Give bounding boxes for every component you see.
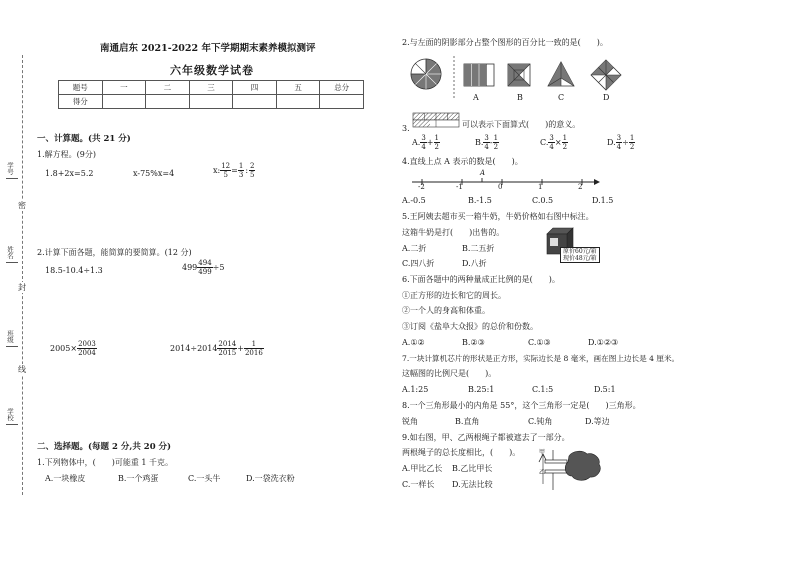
operator: × [554, 137, 562, 147]
numerator: 3 [616, 134, 622, 142]
numerator: 3 [484, 134, 489, 142]
choice1-question: 1.下列物体中，( )可能重 1 千克。 [37, 458, 174, 467]
exam-subtitle: 六年级数学试卷 [170, 64, 254, 77]
denominator: 4 [549, 143, 554, 151]
score-table [58, 80, 364, 109]
q2-expression-d [170, 340, 264, 357]
section2-title: 二、选择题。(每题 2 分,共 20 分) [37, 442, 172, 452]
section1-title: 一、计算题。(共 21 分) [37, 134, 131, 144]
q9-option-b[interactable]: B.乙比甲长 [452, 464, 493, 473]
operator: - [489, 137, 493, 147]
score-blank[interactable] [233, 95, 277, 109]
fraction [217, 340, 237, 357]
ratio-colon: : [245, 165, 249, 175]
q2b-tail: ÷5 [212, 262, 225, 272]
choice1-option-b[interactable]: B.一个鸡蛋 [118, 474, 159, 483]
numerator: 3 [421, 134, 426, 142]
operator: ÷ [622, 137, 629, 147]
q7-question-line2: 这幅图的比例尺是( )。 [402, 369, 497, 378]
margin-label-name: 姓名 [6, 246, 14, 259]
option-letter: D. [607, 137, 616, 147]
q7-option-d[interactable]: D.5:1 [594, 385, 616, 394]
figure-label-c: C [558, 93, 565, 102]
rope-label-yi: 乙 [539, 469, 546, 476]
q4-option-b[interactable]: B.-1.5 [468, 196, 492, 205]
numerator: 2 [250, 162, 255, 170]
q5-question-line1: 5.王阿姨去超市买一箱牛奶，牛奶价格如右图中标注。 [402, 212, 594, 221]
q1-equation-c [213, 162, 255, 179]
fraction [197, 259, 212, 276]
q2-expression-c [50, 340, 97, 357]
score-table-header-row [59, 81, 364, 95]
q6-question: 6.下面各题中的两种量成正比例的是( )。 [402, 275, 560, 284]
q8-option-d[interactable]: D.等边 [585, 417, 610, 426]
denominator: 2 [434, 143, 439, 151]
denominator: 4 [616, 143, 622, 151]
figure-b [508, 64, 530, 86]
margin-rule [6, 178, 18, 179]
score-cell: 题号 [59, 81, 103, 95]
denominator: 3 [238, 171, 244, 179]
q7-option-c[interactable]: C.1:5 [532, 385, 554, 394]
margin-label-student-number: 学号 [6, 162, 14, 175]
q5-question-line2: 这箱牛奶是打( )出售的。 [402, 228, 505, 237]
score-cell: 一 [102, 81, 146, 95]
denominator: 5 [223, 171, 228, 179]
fraction [249, 162, 255, 179]
rope-label-jia: 甲 [539, 449, 546, 456]
denominator: 4 [484, 143, 489, 151]
q3-question: 可以表示下面算式( )的意义。 [462, 120, 581, 129]
figure-c [548, 62, 574, 86]
numerator: 494 [198, 259, 212, 267]
score-blank[interactable] [320, 95, 364, 109]
denominator: 2004 [78, 349, 96, 357]
score-cell: 总分 [320, 81, 364, 95]
q3-number: 3. [402, 124, 410, 133]
q4-option-a[interactable]: A.-0.5 [402, 196, 426, 205]
margin-rule [6, 424, 18, 425]
q1c-equals: = [231, 165, 238, 175]
q6-option-b[interactable]: B.②③ [462, 338, 485, 347]
q1-equation-a: 1.8+2x=5.2 [45, 169, 94, 178]
q6-item-2: ②一个人的身高和体重。 [402, 306, 490, 315]
score-cell: 三 [189, 81, 233, 95]
choice1-option-a[interactable]: A.一块橡皮 [45, 474, 86, 483]
score-cell: 五 [276, 81, 320, 95]
margin-mark-3: 线 [18, 365, 26, 374]
score-cell: 四 [233, 81, 277, 95]
q2b-whole: 499 [182, 262, 198, 272]
q4-option-d[interactable]: D.1.5 [592, 196, 614, 205]
denominator: 2016 [244, 349, 263, 357]
operator: + [426, 137, 434, 147]
tick-label: 2 [578, 183, 583, 191]
q7-option-b[interactable]: B.25:1 [468, 385, 495, 394]
q6-item-1: ①正方形的边长和它的周长。 [402, 291, 506, 300]
tick-label: 0 [498, 183, 503, 191]
score-blank[interactable] [102, 95, 146, 109]
tick-label: 1 [538, 183, 543, 191]
choice1-option-c[interactable]: C.一头牛 [188, 474, 221, 483]
q5-option-b[interactable]: B.二五折 [462, 244, 495, 253]
score-blank[interactable] [189, 95, 233, 109]
figure-label-d: D [603, 93, 610, 102]
figure-label-a: A [473, 93, 479, 102]
price-tag [560, 247, 600, 263]
q6-option-c[interactable]: C.①③ [528, 338, 551, 347]
q7-option-a[interactable]: A.1:25 [402, 385, 429, 394]
q8-option-b[interactable]: B.直角 [455, 417, 480, 426]
fraction [434, 134, 440, 151]
score-table-score-row [59, 95, 364, 109]
q1-title: 1.解方程。(9分) [37, 150, 96, 159]
q9-question-line1: 9.如右图，甲、乙两根绳子都被遮去了一部分。 [402, 433, 570, 442]
q9-option-c[interactable]: C.一样长 [402, 480, 435, 489]
current-price: 现价48元/箱 [563, 255, 597, 262]
numerator: 2014 [218, 340, 237, 348]
margin-mark-2: 封 [18, 283, 26, 292]
fraction [493, 134, 499, 151]
fraction [244, 340, 264, 357]
fraction [562, 134, 568, 151]
tick-label: -1 [456, 183, 463, 191]
score-cell: 得分 [59, 95, 103, 109]
denominator: 4 [421, 143, 426, 151]
numerator: 1 [493, 134, 499, 142]
q2-expression-a: 18.5-10.4÷1.3 [45, 266, 103, 275]
q2-right-question: 2.与左面的阴影部分占整个图形的百分比一致的是( )。 [402, 38, 608, 47]
score-cell: 二 [146, 81, 190, 95]
denominator: 2 [629, 143, 635, 151]
margin-rule [6, 346, 18, 347]
q6-option-a[interactable]: A.①② [402, 338, 425, 347]
q1c-prefix: x: [213, 165, 221, 175]
score-blank[interactable] [276, 95, 320, 109]
option-letter: C. [540, 137, 549, 147]
q6-item-3: ③订阅《盐阜大众报》的总价和份数。 [402, 322, 538, 331]
figure-a [464, 64, 494, 86]
margin-mark-1: 密 [18, 201, 26, 210]
q5-option-d[interactable]: D.八折 [462, 259, 487, 268]
denominator: 2 [562, 143, 568, 151]
fraction [77, 340, 97, 357]
tick-label: -2 [418, 183, 425, 191]
numerator: 2003 [78, 340, 96, 348]
q7-question-line1: 7.一块计算机芯片的形状是正方形，实际边长是 8 毫米，画在图上边长是 4 厘米。 [402, 354, 680, 363]
q3-option-a[interactable] [412, 134, 440, 151]
binding-line [22, 55, 23, 495]
denominator: 5 [250, 171, 255, 179]
q1-equation-b: x-75%x=4 [133, 169, 175, 178]
numerator: 1 [244, 340, 264, 349]
q8-option-c[interactable]: C.钝角 [528, 417, 553, 426]
numerator: 1 [238, 162, 244, 170]
numerator: 12 [221, 162, 231, 170]
q3-option-c[interactable] [540, 134, 568, 151]
choice1-option-d[interactable]: D.一袋洗衣粉 [246, 474, 295, 483]
q5-option-a[interactable]: A.二折 [402, 244, 427, 253]
q8-question: 8.一个三角形最小的内角是 55°，这个三角形一定是( )三角形。 [402, 401, 641, 410]
number-line [410, 170, 600, 194]
option-letter: A. [412, 137, 421, 147]
margin-rule [6, 262, 18, 263]
q2-title: 2.计算下面各题，能简算的要简算。(12 分) [37, 248, 192, 257]
numerator: 3 [549, 134, 554, 142]
q6-option-d[interactable]: D.①②③ [588, 338, 619, 347]
option-letter: B. [475, 137, 484, 147]
score-blank[interactable] [146, 95, 190, 109]
q3-hatched-bar [412, 112, 460, 128]
q8-option-a[interactable]: 锐角 [402, 417, 418, 426]
figure-d [591, 60, 621, 90]
original-price: 原价60元/箱 [563, 248, 597, 255]
q9-option-a[interactable]: A.甲比乙长 [402, 464, 443, 473]
q4-question: 4.直线上点 A 表示的数是( )。 [402, 157, 523, 166]
denominator: 2 [493, 143, 499, 151]
q3-option-b[interactable] [475, 134, 499, 151]
numerator: 1 [562, 134, 568, 142]
rope-diagram [535, 446, 605, 492]
exam-title: 南通启东 2021-2022 年下学期期末素养模拟测评 [100, 43, 316, 54]
denominator: 499 [198, 268, 212, 276]
q2c-whole: 2005× [50, 343, 78, 353]
q2d-prefix: 2014÷2014 [170, 343, 218, 353]
numerator: 1 [629, 134, 635, 142]
denominator: 2015 [218, 349, 237, 357]
fraction [220, 162, 231, 179]
q3-option-d[interactable] [607, 134, 635, 151]
q9-question-line2: 两根绳子的总长度相比，( )。 [402, 448, 521, 457]
q9-option-d[interactable]: D.无法比较 [452, 480, 493, 489]
fraction [629, 134, 635, 151]
figure-label-b: B [517, 93, 523, 102]
margin-label-class: 班级 [6, 330, 14, 343]
reference-circle-figure [411, 59, 441, 89]
numerator: 1 [434, 134, 439, 142]
q5-option-c[interactable]: C.四八折 [402, 259, 435, 268]
margin-label-school: 学校 [6, 408, 14, 421]
q2-expression-b [182, 259, 224, 276]
point-a-label: A [480, 169, 486, 177]
q4-option-c[interactable]: C.0.5 [532, 196, 554, 205]
q2d-plus: + [237, 343, 244, 353]
